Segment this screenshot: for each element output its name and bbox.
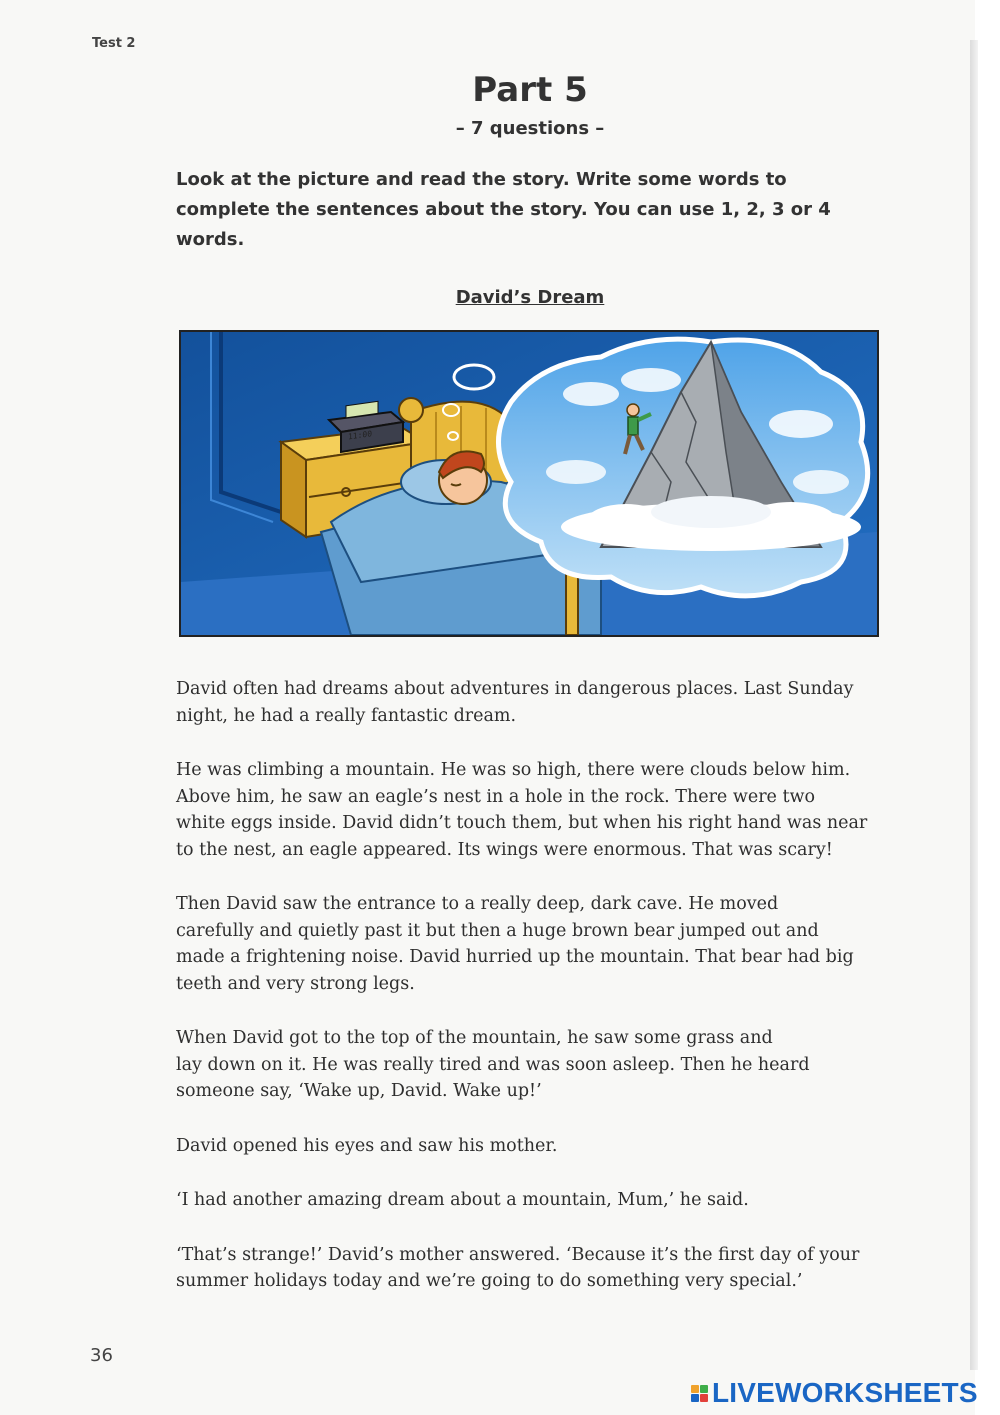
- story-paragraph-2: He was climbing a mountain. He was so high, there were clouds below him. Above him, he saw an eagle’s nest in a hole in the rock. There were two white eggs inside. David didn’t touch them, but when his right hand was near to the nest, an eagle appeared. Its wings were enormous. That was scary!: [176, 760, 868, 860]
- bedroom-dream-scene: [181, 332, 877, 635]
- story-paragraph-7: ‘That’s strange!’ David’s mother answered. ‘Because it’s the first day of your summer holidays today and we’re going to do something very special.’: [176, 1244, 860, 1291]
- story-title: David’s Dream: [455, 287, 605, 308]
- story-paragraph-1: David often had dreams about adventures in dangerous places. Last Sunday night, he had a really fantastic dream.: [176, 679, 854, 726]
- story-paragraph-3: Then David saw the entrance to a really deep, dark cave. He moved carefully and quietly past it but then a huge brown bear jumped out and made a frightening noise. David hurried up the mountain. That bear had big teeth and very strong legs.: [176, 894, 854, 994]
- page-number: 36: [90, 1345, 113, 1366]
- liveworksheets-watermark: [691, 1378, 978, 1408]
- page-edge-shadow: [970, 40, 978, 1370]
- part-subtitle: – 7 questions –: [455, 118, 605, 139]
- story-text: [176, 676, 888, 1323]
- part-title: Part 5: [472, 70, 588, 110]
- clock-time: 11:00: [348, 429, 373, 442]
- story-paragraph-5: David opened his eyes and saw his mother.: [176, 1135, 558, 1156]
- story-paragraph-4: When David got to the top of the mountain, he saw some grass and lay down on it. He was really tired and was soon asleep. Then he heard someone say, ‘Wake up, David. Wake up!’: [176, 1028, 810, 1101]
- story-illustration: [179, 330, 879, 637]
- watermark-text: LIVEWORKSHEETS: [712, 1377, 978, 1408]
- liveworksheets-logo-icon: [691, 1385, 708, 1402]
- story-paragraph-6: ‘I had another amazing dream about a mountain, Mum,’ he said.: [176, 1190, 749, 1210]
- instructions: Look at the picture and read the story. Write some words to complete the sentences about the story. You can use 1, 2, 3 or 4 words.: [176, 169, 831, 250]
- running-head: Test 2: [92, 36, 136, 51]
